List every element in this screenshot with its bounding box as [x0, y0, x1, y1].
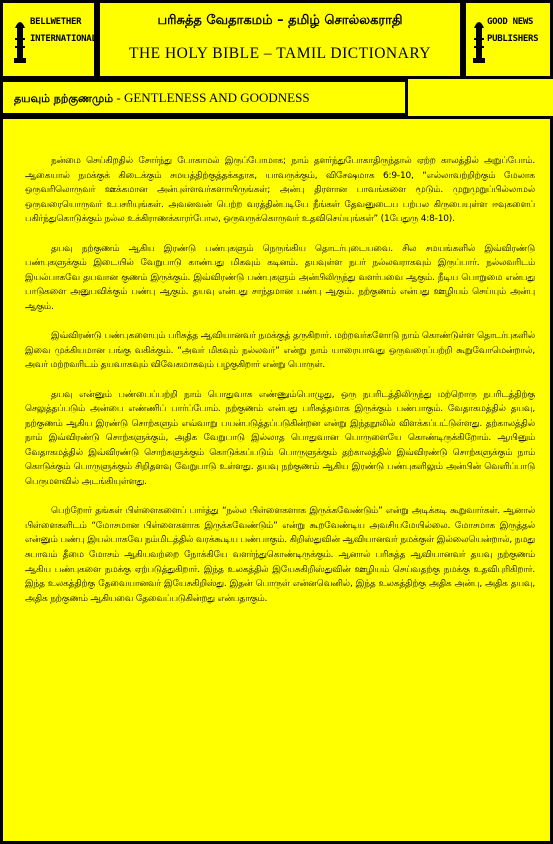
- paragraph: பெற்றோர் தங்கள் பிள்ளைகளைப் பார்த்து “நல்ல பிள்ளைகளாக இருக்கவேண்டும்” என்று அடிக்கடி கூறுவார்கள். ஆனால் பிள்ளைகளிடம் “மோசமான பிள்ளைகளாக இருக்கவேண்டும்” என்று கூறவேண்டிய அவசியமேயில்லை. மோசமாக இருத்தல் என்னும் பண்பு இயல்பாகவே நம்மிடத்தில் வரக்கூடிய பண்பாகும். கிறிஸ்துவின் ஆவியானவர் நமக்குள் இல்லையென்றால், நமது சுபாவம் தீமை மோசம் ஆகியவற்றை நோக்கியே வளர்ந்துகொண்டிருக்கும். ஆனால் பரிசுத்த ஆவியானவர் தயவு நற்குணம் ஆகிய பண்புகளை நமக்கு ஏற்படுத்துகிறார். இந்த உலகத்தில் இயேசுகிறிஸ்துவின் ஊழியம் செய்வதற்கு நமக்கு உதவிபுரிகிறார். இந்த உலகத்திற்கு தேவையானவர் இயேசுகிறிஸ்து. இதன் பொருள் என்னவெனில், இந்த உலகத்திற்கு அதிக அன்பு, அதிக தயவு, அதிக நற்குணம் ஆகியவை தேவைப்படுகின்றது என்பதாகும்.: [25, 506, 535, 604]
- logo-line-1: GOOD NEWS: [487, 17, 534, 27]
- topic-heading: [14, 90, 310, 107]
- good-news-logo-box: [463, 0, 553, 79]
- logo-line-2: PUBLISHERS: [487, 34, 539, 44]
- topic-tamil: தயவும் நற்குணமும்: [14, 92, 114, 105]
- bellwether-logo-text: [30, 14, 97, 48]
- ram-icon: [12, 16, 28, 66]
- title-english: THE HOLY BIBLE – TAMIL DICTIONARY: [128, 45, 431, 62]
- paragraph: இவ்விரண்டு பண்புகளையும் பரிசுத்த ஆவியானவர் நமக்குத் தருகிறார். மற்றவர்களோடு நாம் கொண்டுள்ள தொடர்புகளில் இவை முக்கியமான பங்கு வகிக்கும். “அவர் மிகவும் நல்லவர்” என்று நாம் யாரையாவது ஒருவரைப்பற்றி கூறுவோமென்றால், அவர் மற்றவரிடம் தயவாகவும் விவேகமாகவும் பழகுகிறார் என்று பொருள்.: [25, 331, 535, 371]
- paragraph: நன்மை செய்கிறதில் சோர்ந்து போகாமல் இருப்போமாக; நாம் தளர்ந்துபோகாதிருந்தால் ஏற்ற காலத்தில் அறுப்போம். ஆகையால் நமக்குக் கிடைக்கும் சமயத்திற்குத்தக்கதாக, யாவருக்கும், விசேஷமாக 6:9-10, “எல்லாவற்றிற்கும் மேலாக ஒருவரிலொருவர் ஊக்கமான அன்புள்ளவர்களாயிருங்கள்; அன்பு திரளான பாவங்களை மூடும். முறுமுறுப்பில்லாமல் ஒருவரையொருவர் உபசரியுங்கள். அவனவன் பெற்ற வரத்தின்படியே நீங்கள் தேவனுடைய பற்பல கிருபையுள்ள ஈவுகளைப் பகிர்ந்துகொடுக்கும் நல்ல உக்கிராணக்காரர்போல, ஒருவருக்கொருவர் உதவிசெய்யுங்கள்” (1பேதுரு 4:8-10).: [25, 156, 535, 225]
- topic-separator: -: [113, 90, 124, 105]
- book-icon: [471, 16, 487, 66]
- title-box: [97, 0, 463, 79]
- topic-english: GENTLENESS AND GOODNESS: [123, 90, 310, 105]
- bellwether-logo-box: [0, 0, 97, 79]
- title-tamil: பரிசுத்த வேதாகமம் – தமிழ் சொல்லகராதி: [157, 13, 403, 28]
- logo-line-1: BELLWETHER: [30, 17, 82, 27]
- article-box: [0, 116, 553, 844]
- logo-line-2: INTERNATIONAL: [30, 34, 97, 44]
- paragraph: தயவு நற்குணம் ஆகிய இரண்டு பண்புகளும் நெருங்கிய தொடர்புடையவை. சில சமயங்களில் இவ்விரண்டு பண்புகளுக்கும் இடையில் வேறுபாடு காண்பது மிகவும் கடினம். தயவுள்ள நபர் நல்லவராகவும் இருப்பார். நல்லவரிடம் இயல்பாகவே தயவான குணம் இருக்கும். இவ்விரண்டு பண்புகளும் அன்பிலிருந்து வளர்பவை ஆகும். நீடிய பொறுமை என்பது பாடுகளை அனுபவிக்கும் பண்பு ஆகும். தயவு என்பது சாந்தமான பண்பு ஆகும். நற்குணம் என்பது ஊழியம் செய்யும் அன்பு ஆகும்.: [25, 243, 535, 312]
- topic-box: [0, 79, 408, 116]
- good-news-logo-text: [487, 14, 538, 48]
- paragraph: தயவு என்னும் பண்பைப்பற்றி நாம் பொதுவாக எண்ணும்பொழுது, ஒரு நபரிடத்திலிருந்து மற்றொரு நபரிடத்திற்கு செலுத்தப்படும் அன்பை எண்ணிப் பார்ப்போம். நற்குணம் என்பது பரிசுத்தமாக இருக்கும் பண்பாகும். வேதாகமத்தில் தயவு, நற்குணம் ஆகிய இரண்டு சொற்களும் எவ்வாறு பயன்படுத்தப்படுகின்றன என்று இந்தநூலில் விளக்கப்பட்டுள்ளது. தற்காலத்தில் நாம் இவ்விரண்டு சொற்களுக்கும், அதிக வேறுபாடு இல்லாத பொதுவான பொருளையே கொண்டிருக்கிறோம். ஆயினும் வேதாகமத்தில் இவ்விரண்டு சொற்களுக்கும் கொடுக்கப்படும் பொருளுக்கும் தற்காலத்தில் இவ்விரண்டு சொற்களுக்கும் நாம் கொடுக்கும் பொருளுக்கும் சிறிதளவு வேறுபாடு உள்ளது. தயவு நற்குணம் ஆகிய இரண்டு பண்புகளிலும் அன்பின் வெளிப்பாடு பெருமளவில் அடங்கியுள்ளது.: [25, 389, 535, 488]
- article-body: [25, 154, 535, 621]
